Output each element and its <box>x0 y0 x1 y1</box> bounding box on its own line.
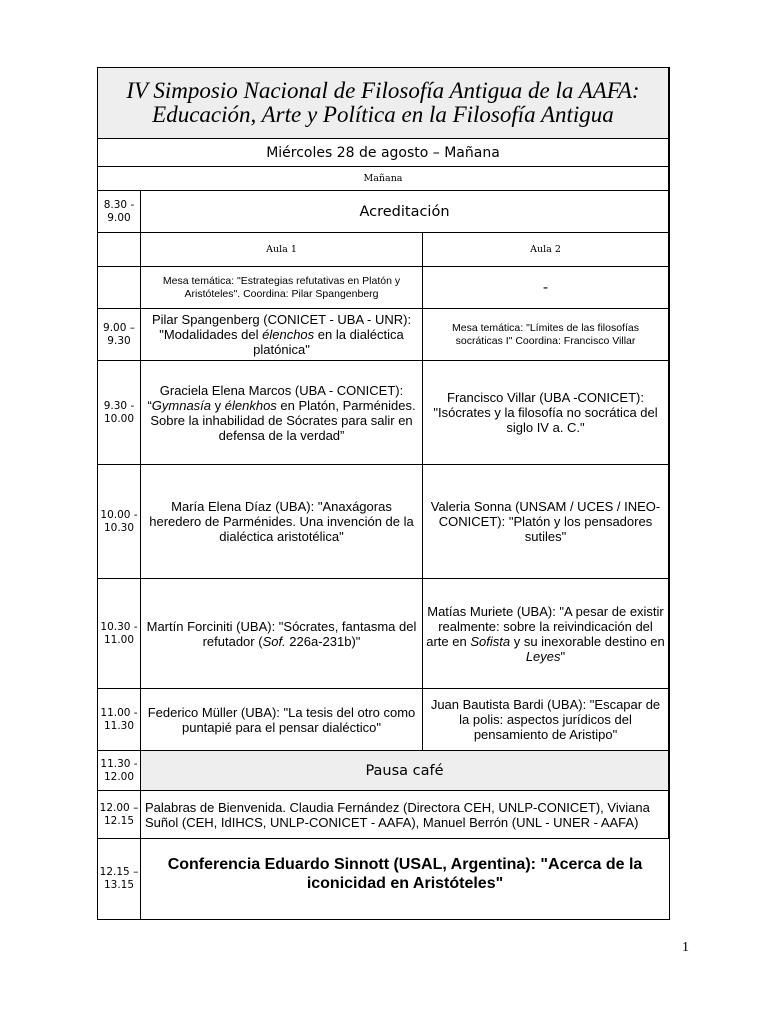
pausa-cafe <box>141 751 669 791</box>
room1-panel <box>141 267 423 309</box>
room1-talk-0930 <box>141 361 423 465</box>
talk-text: Juan Bautista Bardi (UBA): "Escapar de la polis: aspectos jurídicos del pensamiento de Aristipo" <box>430 697 661 742</box>
empty-time-cell <box>98 233 141 267</box>
room2-talk-1100 <box>423 689 669 751</box>
time-text: 12.00 – 12.15 <box>99 801 139 827</box>
room2-talk-1000 <box>423 465 669 579</box>
time-text: 9.30 - 10.00 <box>103 399 135 425</box>
room2-empty-text: - <box>542 279 549 296</box>
acreditacion-text: Acreditación <box>359 203 450 220</box>
talk-text: Pilar Spangenberg (CONICET - UBA - UNR): "Modalidades del élenchos en la dialéctica platónica" <box>151 312 412 357</box>
talk-text: Federico Müller (UBA): "La tesis del otro como puntapié para el pensar dialéctico" <box>147 704 416 735</box>
time-pausa <box>98 751 141 791</box>
acreditacion-cell <box>141 191 669 233</box>
talk-text: Martín Forciniti (UBA): "Sócrates, fantasma del refutador (Sof. 226a-231b)" <box>146 618 417 649</box>
day-heading-text: Miércoles 28 de agosto – Mañana <box>266 144 500 161</box>
time-text: 10.30 - 11.00 <box>100 620 138 646</box>
room2-header-text: Aula 2 <box>530 244 561 255</box>
schedule-table <box>97 67 670 920</box>
room1-talk-1030 <box>141 579 423 689</box>
talk-text: Graciela Elena Marcos (UBA - CONICET): “Gymnasía y élenkhos en Platón, Parménides. Sobre la inhabilidad de Sócrates para salir en defensa de la verdad” <box>147 382 416 443</box>
pausa-text: Pausa café <box>365 762 444 779</box>
time-1100 <box>98 689 141 751</box>
room2-panel-text: Mesa temática: "Límites de las filosofías socráticas I" Coordina: Francisco Villar <box>452 321 639 347</box>
time-text: 11.30 - 12.00 <box>100 757 138 783</box>
room1-panel-text: Mesa temática: "Estrategias refutativas en Platón y Aristóteles". Coordina: Pilar Spangenberg <box>162 274 401 300</box>
room1-talk-1100 <box>141 689 423 751</box>
bienvenida-text: Palabras de Bienvenida. Claudia Fernández (Directora CEH, UNLP-CONICET), Viviana Suñol (CEH, IdIHCS, UNLP-CONICET - AAFA), Manuel Berrón (UNL - UNER - AAFA) <box>145 799 650 830</box>
time-conferencia <box>98 839 141 919</box>
time-1000 <box>98 465 141 579</box>
room1-talk-1000 <box>141 465 423 579</box>
time-text: 11.00 - 11.30 <box>100 706 138 732</box>
time-1030 <box>98 579 141 689</box>
time-text: 9.00 – 9.30 <box>103 321 135 347</box>
room2-empty <box>423 267 669 309</box>
talk-text: María Elena Díaz (UBA): "Anaxágoras heredero de Parménides. Una invención de la dialéctica aristotélica" <box>149 499 414 544</box>
time-text: 12.15 – 13.15 <box>99 866 139 891</box>
room2-talk-1030 <box>423 579 669 689</box>
time-bienvenida <box>98 791 141 839</box>
document-title-text: IV Simposio Nacional de Filosofía Antigua de la AAFA: Educación, Arte y Política en la Filosofía Antigua <box>126 78 640 127</box>
time-0930 <box>98 361 141 465</box>
conferencia-text: Conferencia Eduardo Sinnott (USAL, Argentina): "Acerca de la iconicidad en Aristóteles" <box>167 856 643 892</box>
room1-talk-0900 <box>141 309 423 361</box>
time-acreditacion <box>98 191 141 233</box>
room2-talk-0930 <box>423 361 669 465</box>
room1-header <box>141 233 423 267</box>
conferencia-cell <box>141 839 669 919</box>
talk-text: Matías Muriete (UBA): "A pesar de existir realmente: sobre la reivindicación del arte en Sofista y su inexorable destino en Leyes" <box>426 603 665 664</box>
session-label-text: Mañana <box>363 173 403 184</box>
session-label <box>98 167 669 191</box>
room2-panel <box>423 309 669 361</box>
room2-header <box>423 233 669 267</box>
empty-time-cell <box>98 267 141 309</box>
document-title <box>98 68 669 139</box>
talk-text: Valeria Sonna (UNSAM / UCES / INEO-CONICET): "Platón y los pensadores sutiles" <box>430 499 661 544</box>
day-heading <box>98 139 669 167</box>
talk-text: Francisco Villar (UBA -CONICET): "Isócrates y la filosofía no socrática del siglo IV a. C." <box>433 390 658 435</box>
time-text: 8.30 - 9.00 <box>103 198 135 224</box>
time-text: 10.00 - 10.30 <box>100 508 138 534</box>
time-0900 <box>98 309 141 361</box>
page-number: 1 <box>682 940 689 955</box>
bienvenida-cell <box>141 791 669 839</box>
room1-header-text: Aula 1 <box>266 244 297 255</box>
